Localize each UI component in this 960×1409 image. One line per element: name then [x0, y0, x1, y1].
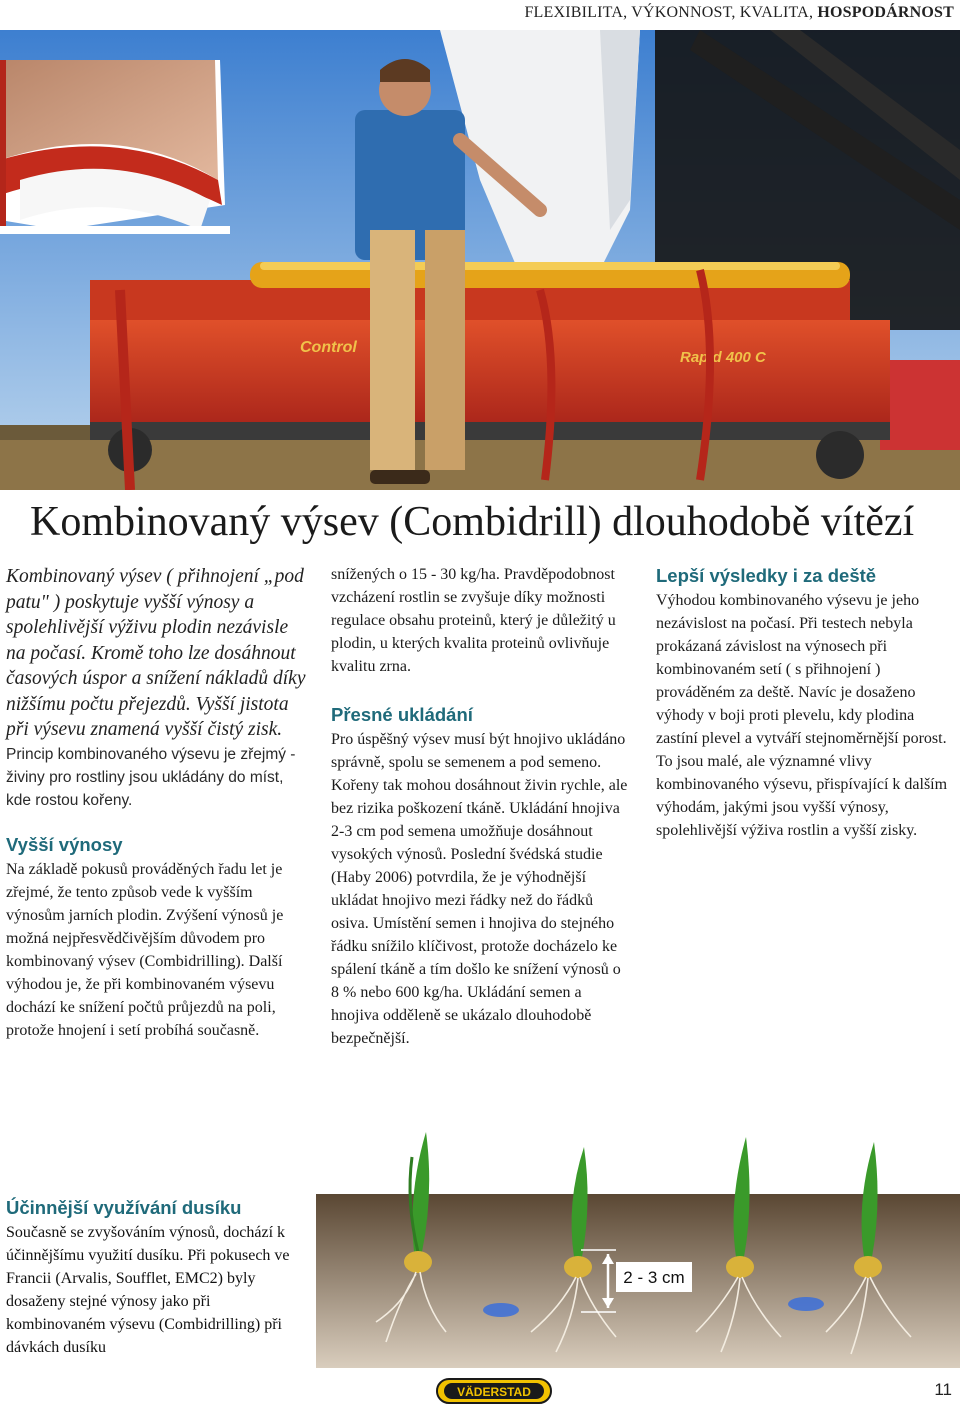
seed-drill-photo [0, 30, 960, 490]
seed-placement-diagram [316, 1132, 960, 1368]
fertilizer-deposit-1 [483, 1303, 519, 1317]
heading-nitrogen: Účinnější využívání dusíku [6, 1197, 242, 1218]
fertilizer-deposit-2 [788, 1297, 824, 1311]
header-bold-text: HOSPODÁRNOST [817, 4, 954, 21]
logo-text: VÄDERSTAD [457, 1385, 531, 1399]
heading-rain-results: Lepší výsledky i za deště [656, 565, 877, 586]
vaderstad-logo [436, 1378, 552, 1404]
page-header [524, 4, 954, 22]
nitrogen-paragraph: Současně se zvyšováním výnosů, dochází k účinnějšímu využití dusíku. Při pokusech ve Francii (Arvalis, Soufflet, EMC2) byly dosaženy stejné výnosy jako při kombinovaném výsevu (Combidrilling) při dávkách dusíku [6, 1224, 290, 1356]
page-title: Kombinovaný výsev (Combidrill) dlouhodobě vítězí [30, 499, 915, 545]
rapid-label: Rapid 400 C [680, 349, 766, 366]
column-3 [656, 563, 956, 842]
nitrogen-continued-paragraph: snížených o 15 - 30 kg/ha. Pravděpodobnost vzcházení rostlin se zvyšuje díky možnosti regulace obsahu proteinů, který je důležitý u plodin, u kterých kvalita proteinů ovlivňuje kvalitu zrna. [331, 566, 616, 675]
column-1 [6, 564, 306, 1042]
nitrogen-section [6, 1195, 306, 1359]
control-label: Control [300, 339, 357, 356]
heading-higher-yields: Vyšší výnosy [6, 833, 123, 855]
soil-cross-section [316, 1132, 960, 1368]
heading-precise-placement: Přesné ukládání [331, 704, 473, 725]
column-2 [331, 563, 631, 1050]
rain-results-paragraph: Výhodou kombinovaného výsevu je jeho nezávislost na počasí. Při testech nebyla prokázaná závislost na výnosech při kombinovaném setí ( s přihnojení ) prováděném za deště. Navíc je dosaženo výhody v boji proti plevelu, kdy plodina zastíní plevel a vytváří stejnoměrnější porost. To jsou malé, ale významné vlivy kombinovaného výsevu, přispívající k dalším výhodám, jakými jsou vyšší výnosy, spolehlivější výživa rostlin a vyšší zisky. [656, 592, 948, 839]
higher-yields-paragraph: Na základě pokusů prováděných řadu let je zřejmé, že tento způsob vede k vyšším výnosům jarních plodin. Zvýšení výnosů je možná nejpřesvědčivějším důvodem pro kombinovaný výsev (Combidrilling). Další výhodou je, že při kombinovaném výsevu dochází ke snížení počtů průjezdů na poli, protože hnojení i setí probíhá současně. [6, 860, 284, 1039]
intro-paragraph: Kombinovaný výsev ( přihnojení „pod patu" ) poskytuje vyšší výnosy a spolehlivější výživu plodin nezávisle na počasí. Kromě toho lze dosáhnout časových úspor a snížení nákladů díky nižšímu počtu přejezdů. Vyšší jistota při výsevu znamená vyšší čistý zisk. [6, 566, 306, 740]
page-number: 11 [934, 1380, 952, 1399]
precise-placement-paragraph: Pro úspěšný výsev musí být hnojivo ukládáno správně, spolu se semenem a pod semeno. Kořeny tak mohou dosáhnout živin rychle, ale bez rizika poškození tkáně. Ukládání hnojiva 2-3 cm pod semena umožňuje dosáhnout vysokých výnosů. Poslední švédská studie (Haby 2006) potvrdila, že je výhodnější ukládat hnojivo mezi řádky než do řádků osiva. Umístění semen i hnojiva do stejného řádku snížilo klíčivost, protože docházelo ke spálení tkáně a tím došlo ke snížení výnosů o 8 % nebo 600 kg/ha. Ukládání semen a hnojiva odděleně se ukázalo dlouhodobě bezpečnější. [331, 731, 628, 1047]
depth-label: 2 - 3 cm [623, 1268, 685, 1287]
header-text: FLEXIBILITA, VÝKONNOST, KVALITA, [524, 4, 818, 21]
hero-photo [0, 30, 960, 490]
principle-paragraph: Princip kombinovaného výsevu je zřejmý - živiny pro rostliny jsou ukládány do míst, kde rostou kořeny. [6, 745, 296, 809]
